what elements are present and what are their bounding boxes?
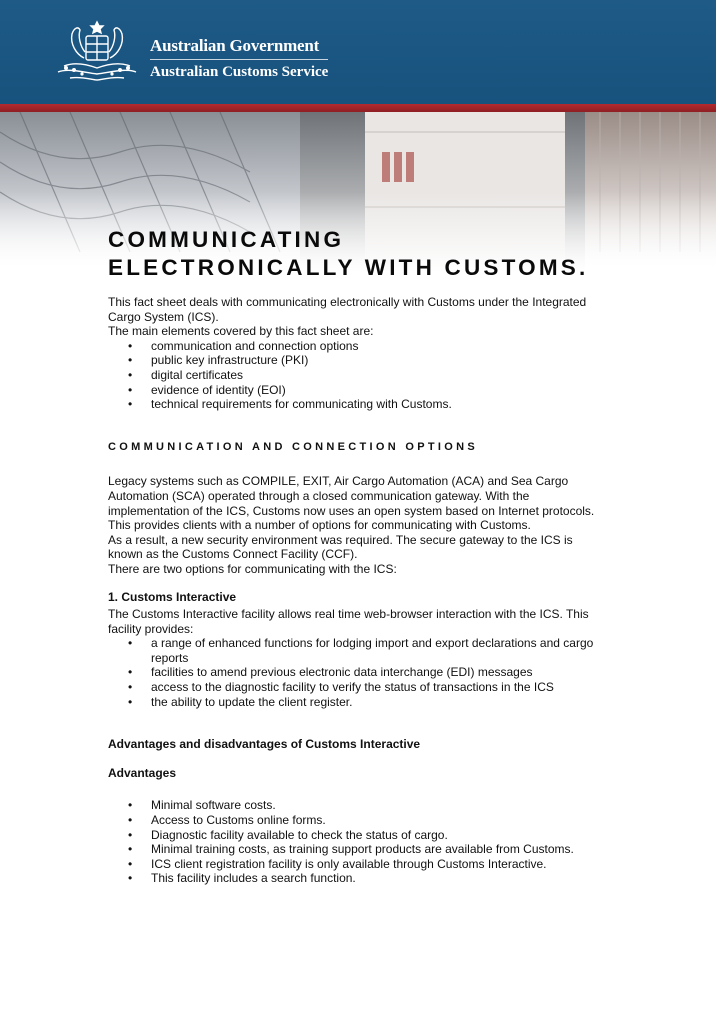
advantages-heading: Advantages and disadvantages of Customs Interactive (108, 737, 421, 752)
list-item: • technical requirements for communicating with Customs. (108, 397, 608, 412)
list-item: • Diagnostic facility available to check the status of cargo. (108, 828, 608, 843)
list-item: • Minimal software costs. (108, 798, 608, 813)
header-divider (150, 59, 328, 60)
section-paragraph: There are two options for communicating with the ICS: (108, 561, 397, 576)
accent-strip (0, 104, 716, 112)
page-title (108, 226, 688, 282)
list-item: • facilities to amend previous electronic data interchange (EDI) messages (108, 665, 608, 680)
document-body (108, 295, 608, 886)
section-paragraph: As a result, a new security environment was required. The secure gateway to the ICS is known as the Customs Connect Facility (CCF). (108, 532, 573, 562)
intro-bullet-list (108, 339, 608, 412)
service-name: Australian Customs Service (150, 64, 329, 80)
government-name: Australian Government (150, 36, 320, 55)
intro-lead: The main elements covered by this fact sheet are: (108, 324, 374, 339)
list-item: • This facility includes a search function. (108, 871, 608, 886)
list-item: • ICS client registration facility is only available through Customs Interactive. (108, 857, 608, 872)
intro-paragraph: This fact sheet deals with communicating electronically with Customs under the Integrated Cargo System (ICS). (108, 295, 587, 324)
list-item: • a range of enhanced functions for lodging import and export declarations and cargo reports (108, 636, 608, 665)
title-line-2: ELECTRONICALLY WITH CUSTOMS. (108, 255, 589, 280)
list-item: • the ability to update the client register. (108, 695, 608, 710)
option-heading: 1. Customs Interactive (108, 589, 237, 604)
list-item: • Access to Customs online forms. (108, 813, 608, 828)
list-item: • communication and connection options (108, 339, 608, 354)
list-item: • evidence of identity (EOI) (108, 383, 608, 398)
list-item: • public key infrastructure (PKI) (108, 353, 608, 368)
list-item: • access to the diagnostic facility to verify the status of transactions in the ICS (108, 680, 608, 695)
list-item: • digital certificates (108, 368, 608, 383)
section-heading: COMMUNICATION AND CONNECTION OPTIONS (108, 440, 478, 453)
section-paragraph: Legacy systems such as COMPILE, EXIT, Air Cargo Automation (ACA) and Sea Cargo Automation (SCA) operated through a closed communication gateway. With the implementation of the ICS, Customs now uses an open system based on Internet protocols. This provides clients with a number of options for communicating with Customs. (108, 474, 595, 533)
list-item: • Minimal training costs, as training support products are available from Customs. (108, 842, 608, 857)
title-line-1: COMMUNICATING (108, 227, 345, 252)
option-paragraph: The Customs Interactive facility allows real time web-browser interaction with the ICS. This facility provides: (108, 607, 589, 636)
coat-of-arms-icon (52, 18, 142, 84)
header-banner (0, 0, 716, 104)
option-bullet-list (108, 636, 608, 709)
advantages-bullet-list (108, 798, 608, 886)
advantages-subheading: Advantages (108, 765, 177, 780)
